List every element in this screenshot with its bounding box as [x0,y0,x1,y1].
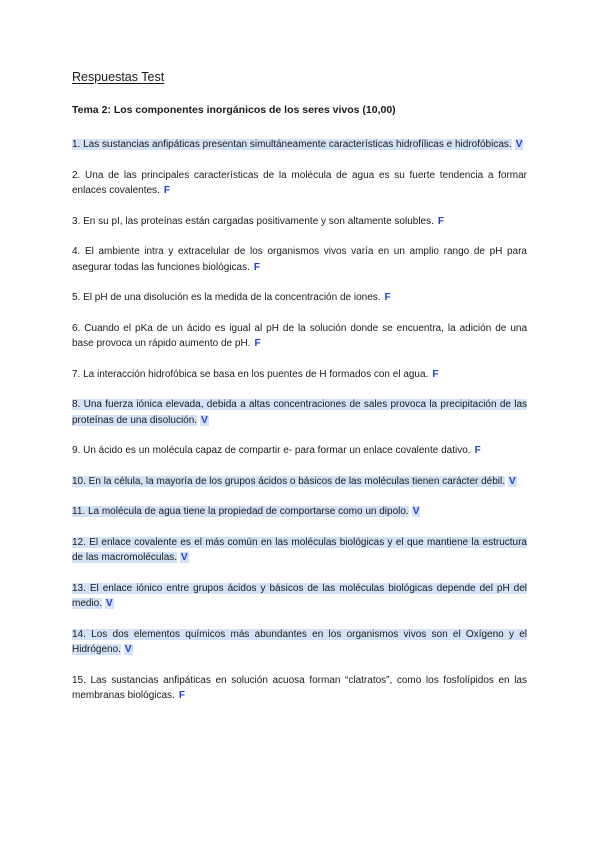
answer-badge: F [432,368,439,380]
question-text: 1. Las sustancias anfipáticas presentan simultáneamente características hidrofílicas e hidrofóbicas. [72,139,512,150]
question-text: 9. Un ácido es un molécula capaz de compartir e- para formar un enlace covalente dativo. [72,445,471,456]
question-item [72,321,527,352]
question-text: 5. El pH de una disolución es la medida de la concentración de iones. [72,292,381,303]
answer-badge: F [163,185,170,196]
question-item [72,244,527,275]
answer-badge: F [253,261,260,273]
answer-badge: V [515,139,523,150]
question-text: 10. En la célula, la mayoría de los grupos ácidos o básicos de las moléculas tienen carácter débil. [72,475,506,487]
question-text: 2. Una de las principales características de la molécula de agua es su fuerte tendencia a formar enlaces covalentes. [72,169,527,196]
answer-badge: F [437,215,444,227]
answer-badge: F [178,690,185,701]
answer-badge: V [106,598,113,609]
question-item [72,474,527,490]
question-item [72,627,527,658]
question-item [72,504,527,520]
question-text: 12. El enlace covalente es el más común en las moléculas biológicas y el que mantiene la estructura de las macromoléculas. [72,536,527,563]
question-text: 8. Una fuerza iónica elevada, debida a altas concentraciones de sales provoca la precipitación de las proteínas de una disolución. [72,399,527,426]
answer-badge: V [201,414,208,426]
question-text: 11. La molécula de agua tiene la propiedad de comportarse como un dipolo. [72,506,409,517]
question-item [72,535,527,566]
question-item [72,367,527,383]
question-item [72,673,527,704]
question-item [72,290,527,306]
question-text: 15. Las sustancias anfipáticas en solución acuosa forman “clatratos”, como los fosfolípidos en las membranas biológicas. [72,674,527,701]
question-item [72,214,527,230]
question-item [72,581,527,612]
question-item [72,168,527,199]
question-text: 3. En su pI, las proteínas están cargadas positivamente y son altamente solubles. [72,215,434,227]
question-text: 4. El ambiente intra y extracelular de los organismos vivos varía en un amplio rango de pH para asegurar todas las funciones biológicas. [72,246,527,273]
answer-badge: V [412,506,420,517]
question-text: 13. El enlace iónico entre grupos ácidos y básicos de las moléculas biológicas depende del pH del medio. [72,582,527,609]
question-text: 7. La interacción hidrofóbica se basa en los puentes de H formados con el agua. [72,368,429,380]
answer-badge: F [474,445,481,456]
document-page [72,70,527,719]
answer-badge: F [254,338,261,349]
question-text: 6. Cuando el pKa de un ácido es igual al pH de la solución donde se encuentra, la adición de una base provoca un rápido aumento de pH. [72,322,527,349]
section-title: Tema 2: Los componentes inorgánicos de los seres vivos (10,00) [72,104,396,116]
answer-badge: V [509,475,516,487]
question-text: 14. Los dos elementos químicos más abundantes en los organismos vivos son el Oxígeno y el Hidrógeno. [72,628,527,655]
question-item [72,397,527,428]
answer-badge: F [384,292,391,303]
question-item [72,137,527,153]
answer-badge: V [181,552,188,563]
answer-badge: V [124,644,132,655]
document-title: Respuestas Test [72,70,165,84]
question-item [72,443,527,459]
